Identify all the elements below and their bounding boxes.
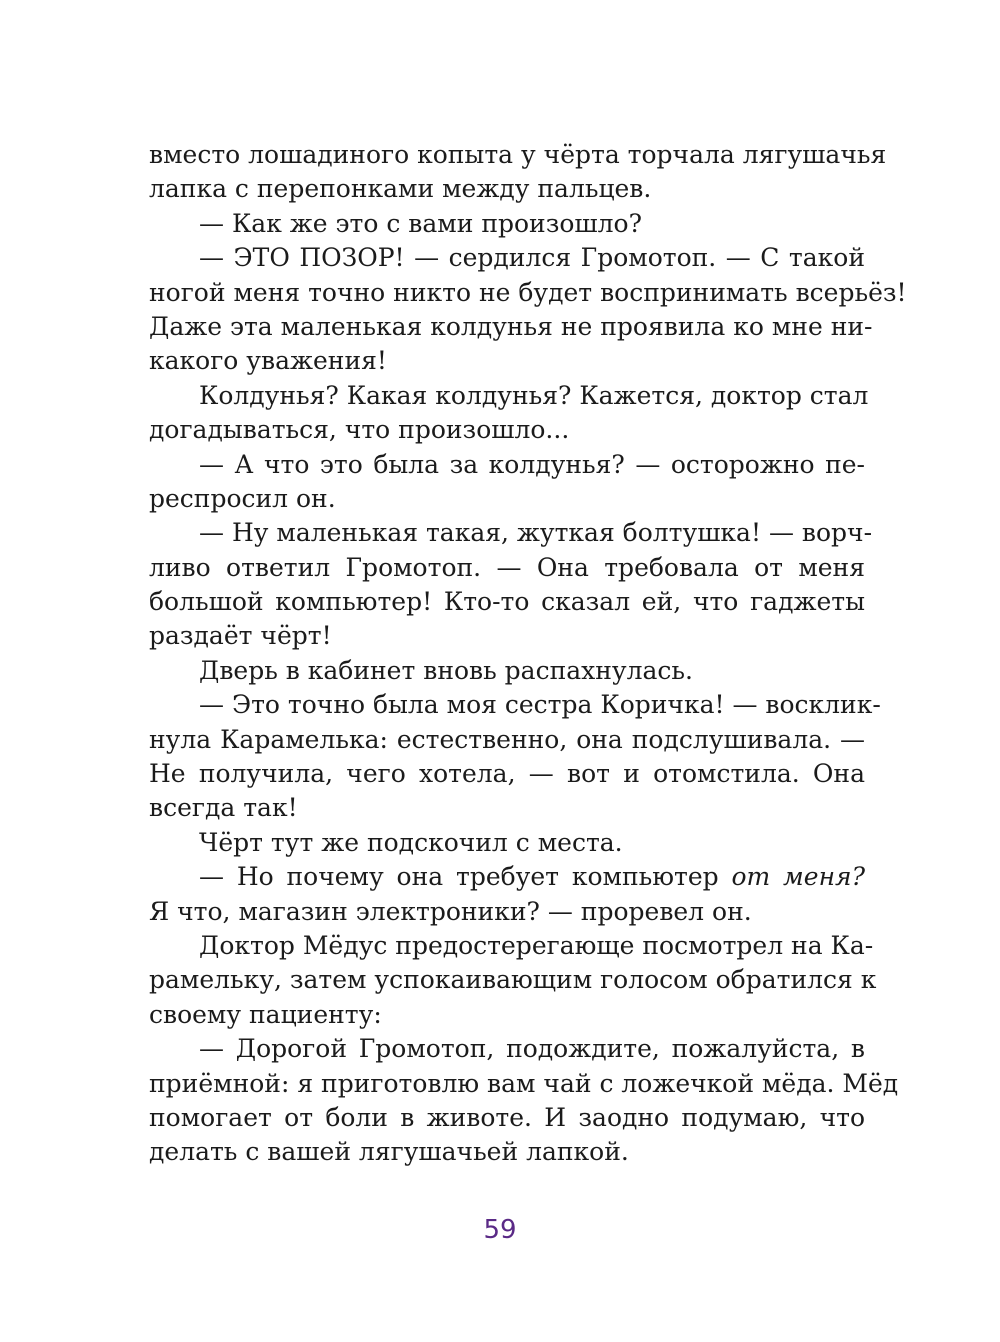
text-line bbox=[149, 757, 865, 791]
text-line bbox=[149, 172, 865, 206]
text-line-content: — Ну маленькая такая, жуткая болтушка! — ворч- bbox=[199, 518, 873, 548]
text-line-content: Дверь в кабинет вновь распахнулась. bbox=[199, 655, 693, 685]
text-line bbox=[149, 1067, 899, 1101]
text-line bbox=[149, 654, 865, 688]
text-line bbox=[149, 998, 865, 1032]
text-line bbox=[149, 929, 874, 963]
text-line bbox=[149, 551, 865, 585]
text-line-content: раздаёт чёрт! bbox=[149, 621, 332, 651]
text-line bbox=[149, 826, 865, 860]
page-number: 59 bbox=[483, 1215, 517, 1245]
text-line bbox=[149, 310, 873, 344]
text-line-content: — Как же это с вами произошло? bbox=[199, 208, 642, 238]
text-line bbox=[149, 688, 881, 722]
text-line-content: рамельку, затем успокаивающим голосом обратился к bbox=[149, 965, 877, 995]
text-line-content: — ЭТО ПОЗОР! — сердился Громотоп. — С такой bbox=[199, 243, 865, 273]
text-line bbox=[149, 482, 865, 516]
text-line-content: респросил он. bbox=[149, 483, 336, 513]
text-line-content: — Это точно была моя сестра Коричка! — восклик- bbox=[199, 690, 881, 720]
text-line bbox=[149, 723, 865, 757]
text-line bbox=[149, 448, 865, 482]
text-line bbox=[149, 344, 865, 378]
text-line bbox=[149, 860, 865, 894]
body-text bbox=[149, 138, 907, 1170]
text-line-content: ливо ответил Громотоп. — Она требовала от меня bbox=[149, 552, 865, 582]
text-line bbox=[149, 1101, 865, 1135]
text-line bbox=[149, 619, 865, 653]
text-line-content: — Дорогой Громотоп, подождите, пожалуйста, в bbox=[199, 1034, 865, 1064]
text-line bbox=[149, 895, 865, 929]
text-line-content: своему пациенту: bbox=[149, 999, 382, 1029]
text-line bbox=[149, 1135, 865, 1169]
text-line bbox=[149, 379, 869, 413]
text-line-content: догадываться, что произошло... bbox=[149, 415, 570, 445]
text-line-content: нула Карамелька: естественно, она подслушивала. — bbox=[149, 724, 865, 754]
text-line-content: Колдунья? Какая колдунья? Кажется, доктор стал bbox=[199, 380, 869, 410]
text-line-content: лапка с перепонками между пальцев. bbox=[149, 174, 652, 204]
text-line bbox=[149, 516, 873, 550]
text-line-content: Доктор Мёдус предостерегающе посмотрел на Ка- bbox=[199, 930, 874, 960]
text-line-content: Я что, магазин электроники? — проревел он. bbox=[149, 896, 752, 926]
text-line bbox=[149, 413, 865, 447]
text-line-content: вместо лошадиного копыта у чёрта торчала лягушачья bbox=[149, 140, 887, 169]
text-line-content: помогает от боли в животе. И заодно подумаю, что bbox=[149, 1102, 865, 1132]
text-line bbox=[149, 963, 877, 997]
text-line-content: Чёрт тут же подскочил с места. bbox=[199, 827, 623, 857]
text-line bbox=[149, 138, 887, 172]
text-line-content: большой компьютер! Кто-то сказал ей, что гаджеты bbox=[149, 587, 865, 617]
text-line-content: — Но почему она требует компьютер bbox=[199, 862, 732, 892]
text-line-content: какого уважения! bbox=[149, 346, 387, 376]
text-line bbox=[149, 791, 865, 825]
text-line bbox=[149, 241, 865, 275]
text-line-content: ногой меня точно никто не будет воспринимать всерьёз! bbox=[149, 277, 907, 307]
text-line-italic: от меня? bbox=[731, 862, 865, 892]
text-line bbox=[149, 585, 865, 619]
text-line-content: приёмной: я приготовлю вам чай с ложечкой мёда. Мёд bbox=[149, 1068, 899, 1098]
text-line-content: делать с вашей лягушачьей лапкой. bbox=[149, 1137, 629, 1167]
text-line bbox=[149, 276, 907, 310]
text-line bbox=[149, 207, 865, 241]
text-line bbox=[149, 1032, 865, 1066]
text-line-content: всегда так! bbox=[149, 793, 298, 823]
text-line-content: — А что это была за колдунья? — осторожно пе- bbox=[199, 449, 865, 479]
text-line-content: Не получила, чего хотела, — вот и отомстила. Она bbox=[149, 759, 865, 789]
text-line-content: Даже эта маленькая колдунья не проявила ко мне ни- bbox=[149, 311, 873, 341]
